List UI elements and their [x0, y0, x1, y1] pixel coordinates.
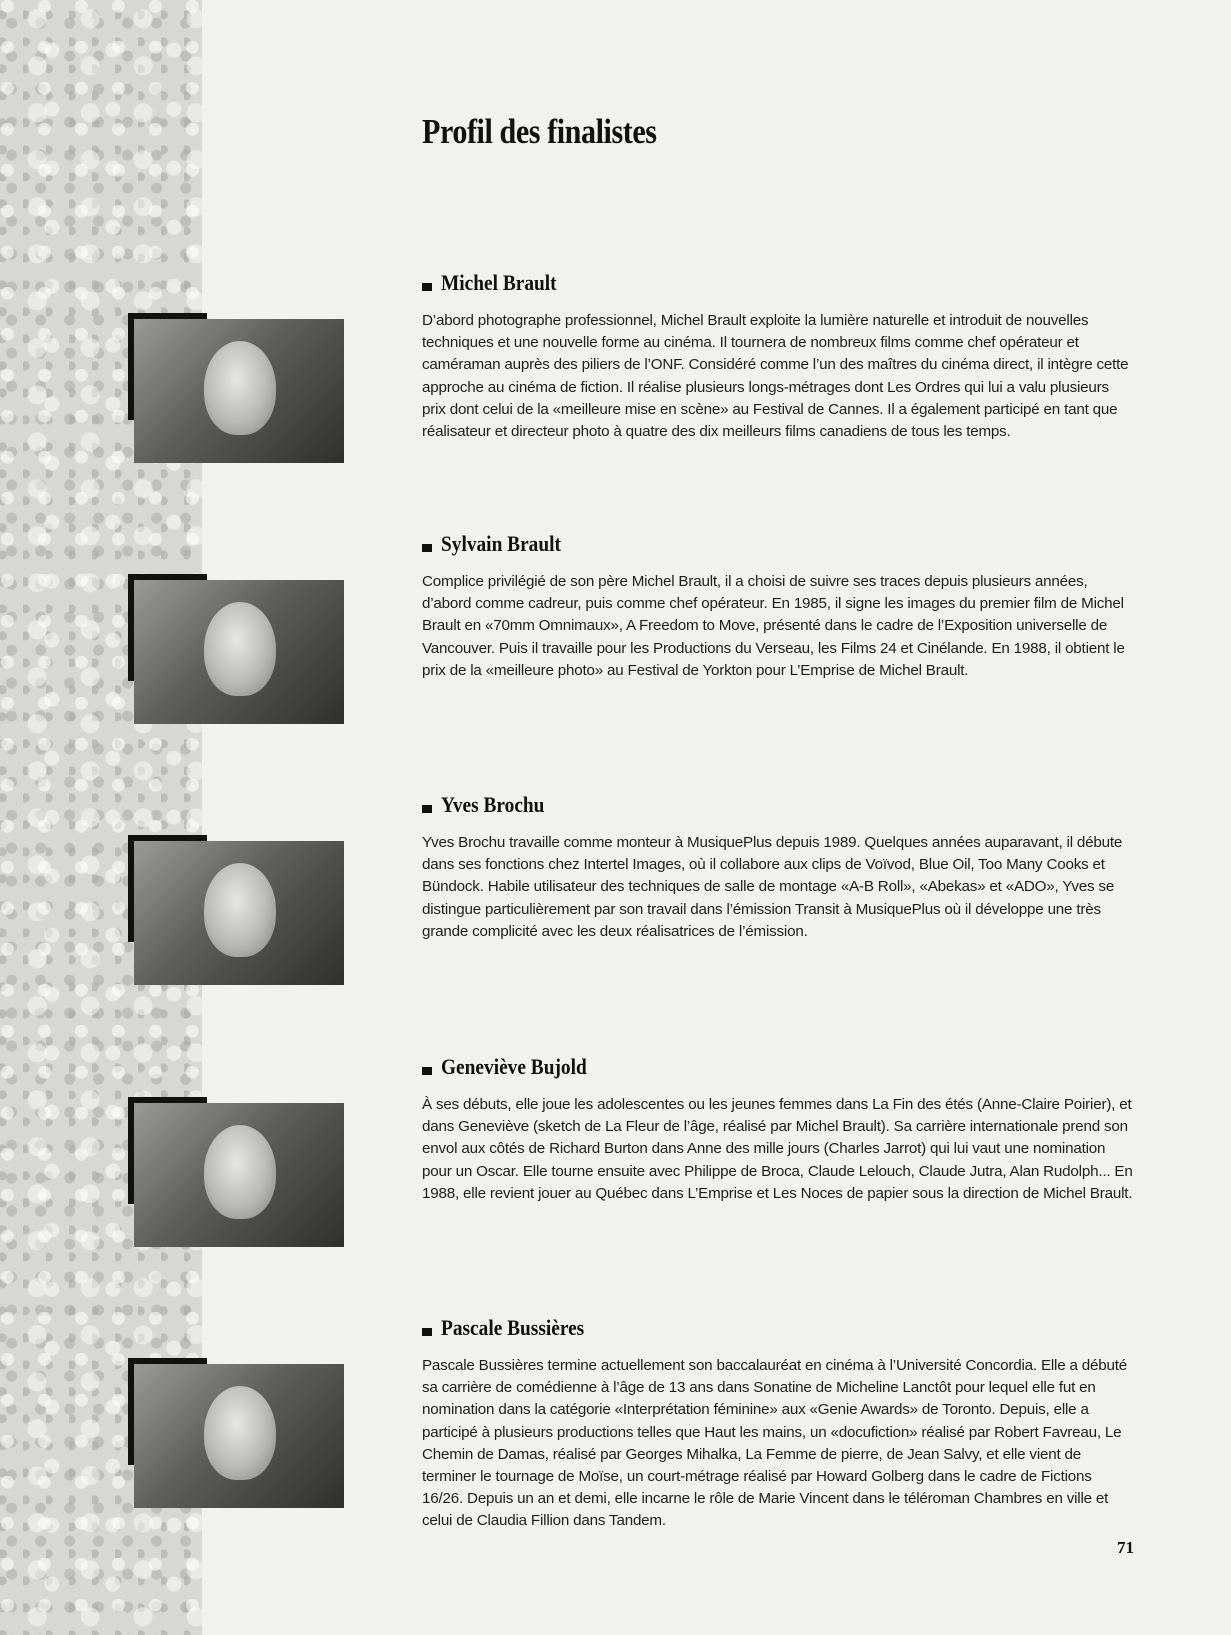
square-bullet-icon: [422, 1328, 432, 1336]
profile-bio: D’abord photographe professionnel, Michel Brault exploite la lumière naturelle et introduit de nouvelles techniques et une nouvelle forme au cinéma. Il tournera de nombreux films comme chef opérateur et caméraman auprès des piliers de l’ONF. Considéré comme l’un des maîtres du cinéma direct, il intègre cette approche au cinéma de fiction. Il réalise plusieurs longs-métrages dont Les Ordres qui lui a valu plusieurs prix dont celui de la «meilleure mise en scène» au Festival de Cannes. Il a également participé en tant que réalisateur et directeur photo à quatre des dix meilleurs films canadiens de tous les temps.: [422, 312, 1129, 441]
profile-bio: Yves Brochu travaille comme monteur à MusiquePlus depuis 1989. Quelques années auparavant, il débute dans ses fonctions chez Intertel Images, où il collabore aux clips de Voïvod, Blue Oil, Too Many Cooks et Bündock. Habile utilisateur des techniques de salle de montage «A-B Roll», «Abekas» et «ADO», Yves se distingue particulièrement par son travail dans l’émission Transit à MusiquePlus où il développe une très grande complicité avec les deux réalisatrices de l’émission.: [422, 834, 1123, 940]
profile-bio: À ses débuts, elle joue les adolescentes ou les jeunes femmes dans La Fin des étés (Anne-Claire Poirier), et dans Geneviève (sketch de La Fleur de l’âge, réalisé par Michel Brault). Sa carrière internationale prend son envol aux côtés de Richard Burton dans Anne des mille jours (Charles Jarrot) qui lui vaut une nomination pour un Oscar. Elle tourne ensuite avec Philippe de Broca, Claude Lelouch, Claude Jutra, Alan Rudolph... En 1988, elle revient jouer au Québec dans L’Emprise et Les Noces de papier sous la direction de Michel Brault.: [422, 1096, 1133, 1202]
portrait-photo: [128, 835, 344, 985]
portrait-photo: [128, 1097, 344, 1247]
page-title: Profil des finalistes: [422, 112, 657, 151]
square-bullet-icon: [422, 805, 432, 813]
profile-name: Pascale Bussières: [441, 1315, 585, 1340]
profile-name: Yves Brochu: [441, 792, 545, 817]
square-bullet-icon: [422, 1067, 432, 1075]
profile-name: Sylvain Brault: [441, 531, 561, 556]
portrait-photo: [128, 313, 344, 463]
square-bullet-icon: [422, 283, 432, 291]
profile-bio: Complice privilégié de son père Michel Brault, il a choisi de suivre ses traces depuis plusieurs années, d’abord comme cadreur, puis comme chef opérateur. En 1985, il signe les images du premier film de Michel Brault en «70mm Omnimaux», A Freedom to Move, présenté dans le cadre de l’Exposition universelle de Vancouver. Puis il travaille pour les Productions du Verseau, les Films 24 et Cinélande. En 1988, il obtient le prix de la «meilleure photo» au Festival de Yorkton pour L’Emprise de Michel Brault.: [422, 573, 1125, 679]
portrait-photo: [128, 1358, 344, 1508]
profile-name: Michel Brault: [441, 270, 557, 295]
page-number: 71: [1117, 1538, 1134, 1557]
portrait-photo: [128, 574, 344, 724]
square-bullet-icon: [422, 544, 432, 552]
profile-name: Geneviève Bujold: [441, 1054, 587, 1079]
profile-bio: Pascale Bussières termine actuellement son baccalauréat en cinéma à l’Université Concordia. Elle a débuté sa carrière de comédienne à l’âge de 13 ans dans Sonatine de Micheline Lanctôt pour lequel elle fut en nomination dans la catégorie «Interprétation féminine» aux «Genie Awards» de Toronto. Depuis, elle a participé à plusieurs productions telles que Haut les mains, un «docufiction» réalisé par Robert Favreau, Le Chemin de Damas, réalisé par Georges Mihalka, La Femme de pierre, de Jean Salvy, et elle vient de terminer le tournage de Moïse, un court-métrage réalisé par Howard Golberg dans le cadre de Fictions 16/26. Depuis un an et demi, elle incarne le rôle de Marie Vincent dans le téléroman Chambres en ville et celui de Claudia Fillion dans Tandem.: [422, 1357, 1128, 1530]
